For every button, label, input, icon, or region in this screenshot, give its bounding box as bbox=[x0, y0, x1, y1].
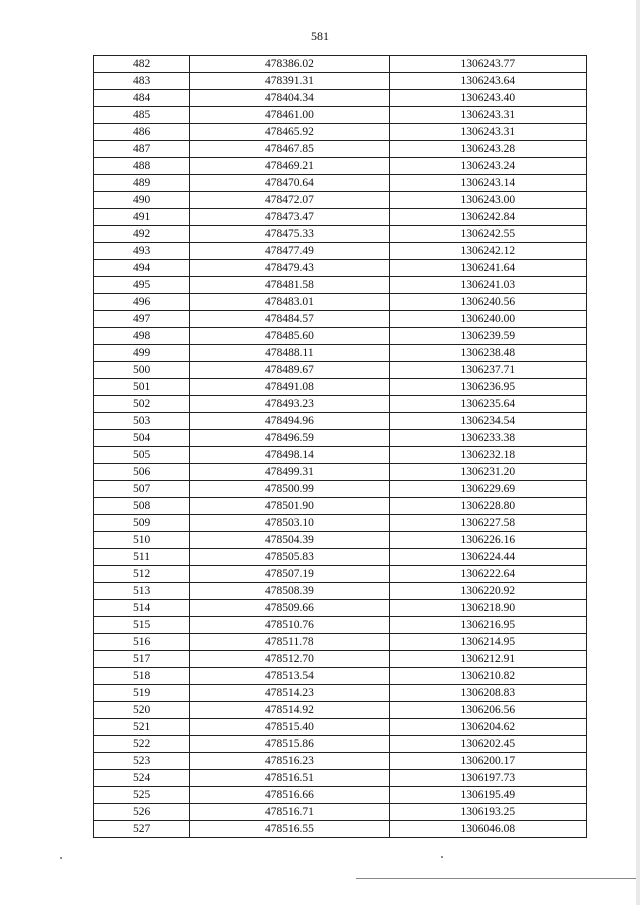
point-number-cell: 500 bbox=[94, 362, 190, 379]
table-row bbox=[94, 158, 587, 175]
y-coordinate-cell: 1306243.28 bbox=[389, 141, 586, 158]
point-number-cell: 509 bbox=[94, 515, 190, 532]
x-coordinate-cell: 478505.83 bbox=[190, 549, 389, 566]
point-number-cell: 490 bbox=[94, 192, 190, 209]
table-row bbox=[94, 73, 587, 90]
page-edge-shadow bbox=[636, 0, 640, 905]
y-coordinate-cell: 1306229.69 bbox=[389, 481, 586, 498]
y-coordinate-cell: 1306046.08 bbox=[389, 821, 586, 838]
y-coordinate-cell: 1306210.82 bbox=[389, 668, 586, 685]
x-coordinate-cell: 478465.92 bbox=[190, 124, 389, 141]
y-coordinate-cell: 1306231.20 bbox=[389, 464, 586, 481]
x-coordinate-cell: 478488.11 bbox=[190, 345, 389, 362]
point-number-cell: 493 bbox=[94, 243, 190, 260]
table-row bbox=[94, 549, 587, 566]
point-number-cell: 521 bbox=[94, 719, 190, 736]
point-number-cell: 511 bbox=[94, 549, 190, 566]
y-coordinate-cell: 1306214.95 bbox=[389, 634, 586, 651]
y-coordinate-cell: 1306236.95 bbox=[389, 379, 586, 396]
x-coordinate-cell: 478507.19 bbox=[190, 566, 389, 583]
y-coordinate-cell: 1306237.71 bbox=[389, 362, 586, 379]
bottom-rule bbox=[356, 878, 640, 879]
table-row bbox=[94, 90, 587, 107]
x-coordinate-cell: 478515.86 bbox=[190, 736, 389, 753]
point-number-cell: 506 bbox=[94, 464, 190, 481]
point-number-cell: 522 bbox=[94, 736, 190, 753]
y-coordinate-cell: 1306234.54 bbox=[389, 413, 586, 430]
point-number-cell: 526 bbox=[94, 804, 190, 821]
table-row bbox=[94, 583, 587, 600]
point-number-cell: 485 bbox=[94, 107, 190, 124]
point-number-cell: 483 bbox=[94, 73, 190, 90]
point-number-cell: 486 bbox=[94, 124, 190, 141]
point-number-cell: 494 bbox=[94, 260, 190, 277]
x-coordinate-cell: 478461.00 bbox=[190, 107, 389, 124]
y-coordinate-cell: 1306227.58 bbox=[389, 515, 586, 532]
point-number-cell: 508 bbox=[94, 498, 190, 515]
table-row bbox=[94, 566, 587, 583]
table-row bbox=[94, 192, 587, 209]
y-coordinate-cell: 1306241.03 bbox=[389, 277, 586, 294]
y-coordinate-cell: 1306241.64 bbox=[389, 260, 586, 277]
table-row bbox=[94, 328, 587, 345]
table-row bbox=[94, 787, 587, 804]
y-coordinate-cell: 1306197.73 bbox=[389, 770, 586, 787]
point-number-cell: 515 bbox=[94, 617, 190, 634]
x-coordinate-cell: 478512.70 bbox=[190, 651, 389, 668]
x-coordinate-cell: 478481.58 bbox=[190, 277, 389, 294]
x-coordinate-cell: 478477.49 bbox=[190, 243, 389, 260]
table-row bbox=[94, 260, 587, 277]
point-number-cell: 484 bbox=[94, 90, 190, 107]
y-coordinate-cell: 1306220.92 bbox=[389, 583, 586, 600]
x-coordinate-cell: 478475.33 bbox=[190, 226, 389, 243]
table-row bbox=[94, 651, 587, 668]
table-row bbox=[94, 753, 587, 770]
x-coordinate-cell: 478509.66 bbox=[190, 600, 389, 617]
y-coordinate-cell: 1306216.95 bbox=[389, 617, 586, 634]
x-coordinate-cell: 478516.51 bbox=[190, 770, 389, 787]
point-number-cell: 513 bbox=[94, 583, 190, 600]
table-row bbox=[94, 804, 587, 821]
x-coordinate-cell: 478500.99 bbox=[190, 481, 389, 498]
point-number-cell: 499 bbox=[94, 345, 190, 362]
y-coordinate-cell: 1306222.64 bbox=[389, 566, 586, 583]
y-coordinate-cell: 1306200.17 bbox=[389, 753, 586, 770]
table-row bbox=[94, 175, 587, 192]
y-coordinate-cell: 1306195.49 bbox=[389, 787, 586, 804]
x-coordinate-cell: 478467.85 bbox=[190, 141, 389, 158]
table-row bbox=[94, 141, 587, 158]
x-coordinate-cell: 478504.39 bbox=[190, 532, 389, 549]
point-number-cell: 487 bbox=[94, 141, 190, 158]
y-coordinate-cell: 1306228.80 bbox=[389, 498, 586, 515]
point-number-cell: 507 bbox=[94, 481, 190, 498]
x-coordinate-cell: 478516.71 bbox=[190, 804, 389, 821]
point-number-cell: 519 bbox=[94, 685, 190, 702]
table-row bbox=[94, 243, 587, 260]
table-row bbox=[94, 719, 587, 736]
x-coordinate-cell: 478514.23 bbox=[190, 685, 389, 702]
x-coordinate-cell: 478469.21 bbox=[190, 158, 389, 175]
table-row bbox=[94, 311, 587, 328]
point-number-cell: 482 bbox=[94, 56, 190, 73]
table-row bbox=[94, 447, 587, 464]
y-coordinate-cell: 1306202.45 bbox=[389, 736, 586, 753]
table-row bbox=[94, 736, 587, 753]
x-coordinate-cell: 478483.01 bbox=[190, 294, 389, 311]
point-number-cell: 492 bbox=[94, 226, 190, 243]
table-row bbox=[94, 634, 587, 651]
scan-speck bbox=[60, 857, 62, 859]
y-coordinate-cell: 1306218.90 bbox=[389, 600, 586, 617]
table-row bbox=[94, 379, 587, 396]
y-coordinate-cell: 1306204.62 bbox=[389, 719, 586, 736]
y-coordinate-cell: 1306242.12 bbox=[389, 243, 586, 260]
point-number-cell: 503 bbox=[94, 413, 190, 430]
y-coordinate-cell: 1306235.64 bbox=[389, 396, 586, 413]
point-number-cell: 497 bbox=[94, 311, 190, 328]
point-number-cell: 517 bbox=[94, 651, 190, 668]
table-row bbox=[94, 600, 587, 617]
x-coordinate-cell: 478511.78 bbox=[190, 634, 389, 651]
y-coordinate-cell: 1306243.00 bbox=[389, 192, 586, 209]
point-number-cell: 514 bbox=[94, 600, 190, 617]
x-coordinate-cell: 478404.34 bbox=[190, 90, 389, 107]
x-coordinate-cell: 478386.02 bbox=[190, 56, 389, 73]
x-coordinate-cell: 478508.39 bbox=[190, 583, 389, 600]
y-coordinate-cell: 1306243.14 bbox=[389, 175, 586, 192]
coordinates-table bbox=[93, 55, 587, 838]
y-coordinate-cell: 1306238.48 bbox=[389, 345, 586, 362]
y-coordinate-cell: 1306233.38 bbox=[389, 430, 586, 447]
x-coordinate-cell: 478515.40 bbox=[190, 719, 389, 736]
table-row bbox=[94, 294, 587, 311]
table-row bbox=[94, 498, 587, 515]
table-row bbox=[94, 821, 587, 838]
y-coordinate-cell: 1306242.55 bbox=[389, 226, 586, 243]
table-row bbox=[94, 56, 587, 73]
table-row bbox=[94, 481, 587, 498]
point-number-cell: 524 bbox=[94, 770, 190, 787]
y-coordinate-cell: 1306243.24 bbox=[389, 158, 586, 175]
y-coordinate-cell: 1306240.56 bbox=[389, 294, 586, 311]
x-coordinate-cell: 478516.66 bbox=[190, 787, 389, 804]
point-number-cell: 520 bbox=[94, 702, 190, 719]
table-row bbox=[94, 362, 587, 379]
point-number-cell: 498 bbox=[94, 328, 190, 345]
table-row bbox=[94, 770, 587, 787]
y-coordinate-cell: 1306206.56 bbox=[389, 702, 586, 719]
x-coordinate-cell: 478510.76 bbox=[190, 617, 389, 634]
table-row bbox=[94, 413, 587, 430]
y-coordinate-cell: 1306239.59 bbox=[389, 328, 586, 345]
page-number: 581 bbox=[311, 29, 329, 43]
y-coordinate-cell: 1306226.16 bbox=[389, 532, 586, 549]
x-coordinate-cell: 478470.64 bbox=[190, 175, 389, 192]
point-number-cell: 488 bbox=[94, 158, 190, 175]
table-row bbox=[94, 124, 587, 141]
point-number-cell: 518 bbox=[94, 668, 190, 685]
x-coordinate-cell: 478491.08 bbox=[190, 379, 389, 396]
point-number-cell: 516 bbox=[94, 634, 190, 651]
y-coordinate-cell: 1306232.18 bbox=[389, 447, 586, 464]
table-row bbox=[94, 464, 587, 481]
table-row bbox=[94, 617, 587, 634]
coordinates-table-body bbox=[94, 56, 587, 838]
y-coordinate-cell: 1306208.83 bbox=[389, 685, 586, 702]
table-row bbox=[94, 430, 587, 447]
point-number-cell: 505 bbox=[94, 447, 190, 464]
y-coordinate-cell: 1306243.40 bbox=[389, 90, 586, 107]
x-coordinate-cell: 478391.31 bbox=[190, 73, 389, 90]
table-row bbox=[94, 226, 587, 243]
x-coordinate-cell: 478494.96 bbox=[190, 413, 389, 430]
x-coordinate-cell: 478499.31 bbox=[190, 464, 389, 481]
y-coordinate-cell: 1306240.00 bbox=[389, 311, 586, 328]
point-number-cell: 502 bbox=[94, 396, 190, 413]
table-row bbox=[94, 345, 587, 362]
table-row bbox=[94, 396, 587, 413]
x-coordinate-cell: 478516.55 bbox=[190, 821, 389, 838]
scan-speck bbox=[441, 856, 443, 858]
point-number-cell: 512 bbox=[94, 566, 190, 583]
y-coordinate-cell: 1306212.91 bbox=[389, 651, 586, 668]
y-coordinate-cell: 1306243.77 bbox=[389, 56, 586, 73]
table-row bbox=[94, 702, 587, 719]
table-row bbox=[94, 685, 587, 702]
x-coordinate-cell: 478498.14 bbox=[190, 447, 389, 464]
table-row bbox=[94, 107, 587, 124]
y-coordinate-cell: 1306224.44 bbox=[389, 549, 586, 566]
point-number-cell: 527 bbox=[94, 821, 190, 838]
point-number-cell: 510 bbox=[94, 532, 190, 549]
table-row bbox=[94, 668, 587, 685]
x-coordinate-cell: 478472.07 bbox=[190, 192, 389, 209]
x-coordinate-cell: 478493.23 bbox=[190, 396, 389, 413]
x-coordinate-cell: 478514.92 bbox=[190, 702, 389, 719]
x-coordinate-cell: 478485.60 bbox=[190, 328, 389, 345]
x-coordinate-cell: 478516.23 bbox=[190, 753, 389, 770]
x-coordinate-cell: 478496.59 bbox=[190, 430, 389, 447]
point-number-cell: 491 bbox=[94, 209, 190, 226]
point-number-cell: 523 bbox=[94, 753, 190, 770]
point-number-cell: 504 bbox=[94, 430, 190, 447]
point-number-cell: 489 bbox=[94, 175, 190, 192]
x-coordinate-cell: 478479.43 bbox=[190, 260, 389, 277]
point-number-cell: 525 bbox=[94, 787, 190, 804]
y-coordinate-cell: 1306243.31 bbox=[389, 124, 586, 141]
table-row bbox=[94, 532, 587, 549]
y-coordinate-cell: 1306243.31 bbox=[389, 107, 586, 124]
x-coordinate-cell: 478489.67 bbox=[190, 362, 389, 379]
x-coordinate-cell: 478513.54 bbox=[190, 668, 389, 685]
table-row bbox=[94, 515, 587, 532]
x-coordinate-cell: 478484.57 bbox=[190, 311, 389, 328]
y-coordinate-cell: 1306243.64 bbox=[389, 73, 586, 90]
point-number-cell: 495 bbox=[94, 277, 190, 294]
x-coordinate-cell: 478503.10 bbox=[190, 515, 389, 532]
table-row bbox=[94, 209, 587, 226]
point-number-cell: 496 bbox=[94, 294, 190, 311]
x-coordinate-cell: 478473.47 bbox=[190, 209, 389, 226]
point-number-cell: 501 bbox=[94, 379, 190, 396]
y-coordinate-cell: 1306193.25 bbox=[389, 804, 586, 821]
y-coordinate-cell: 1306242.84 bbox=[389, 209, 586, 226]
x-coordinate-cell: 478501.90 bbox=[190, 498, 389, 515]
table-row bbox=[94, 277, 587, 294]
